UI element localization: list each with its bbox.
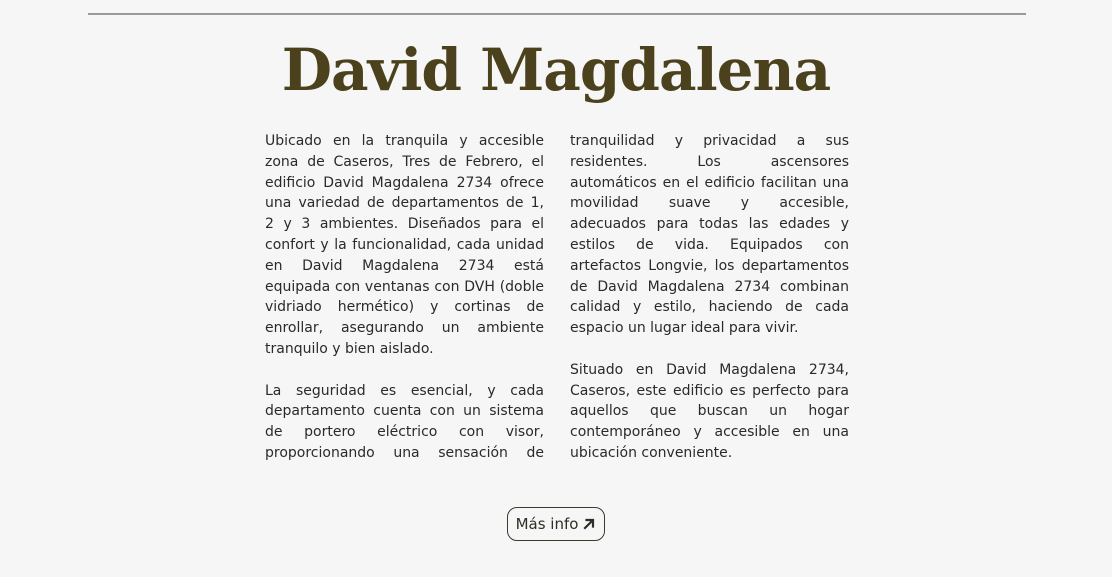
page-title: David Magdalena <box>281 36 831 104</box>
description-paragraph: Situado en David Magdalena 2734, Caseros, este edificio es perfecto para aquellos que buscan un hogar contemporáneo y accesible en una ubicación conveniente. <box>570 361 849 461</box>
arrow-up-right-icon <box>582 517 596 531</box>
more-info-label: Más info <box>515 515 579 533</box>
description-paragraph: La seguridad es esencial, y cada departamento cuenta con un sistema de portero eléctrico con visor, proporcionando una sensación de tranquilidad y privacidad a sus residentes. Los ascensores automáticos en el edificio facilitan una movilidad suave y accesible, adecuados para todas las edades y estilos de vida. Equipados con artefactos Longvie, los departamentos de David Magdalena 2734 combinan calidad y estilo, haciendo de cada espacio un lugar ideal para vivir. <box>265 133 849 461</box>
more-info-button[interactable] <box>507 507 605 541</box>
description-paragraph: Ubicado en la tranquila y accesible zona de Caseros, Tres de Febrero, el edificio David Magdalena 2734 ofrece una variedad de departamentos de 1, 2 y 3 ambientes. Diseñados para el confort y la funcionalidad, cada unidad en David Magdalena 2734 está equipada con ventanas con DVH (doble vidriado hermético) y cortinas de enrollar, asegurando un ambiente tranquilo y bien aislado. <box>265 133 544 357</box>
description-text <box>265 131 849 467</box>
top-divider <box>88 13 1026 15</box>
